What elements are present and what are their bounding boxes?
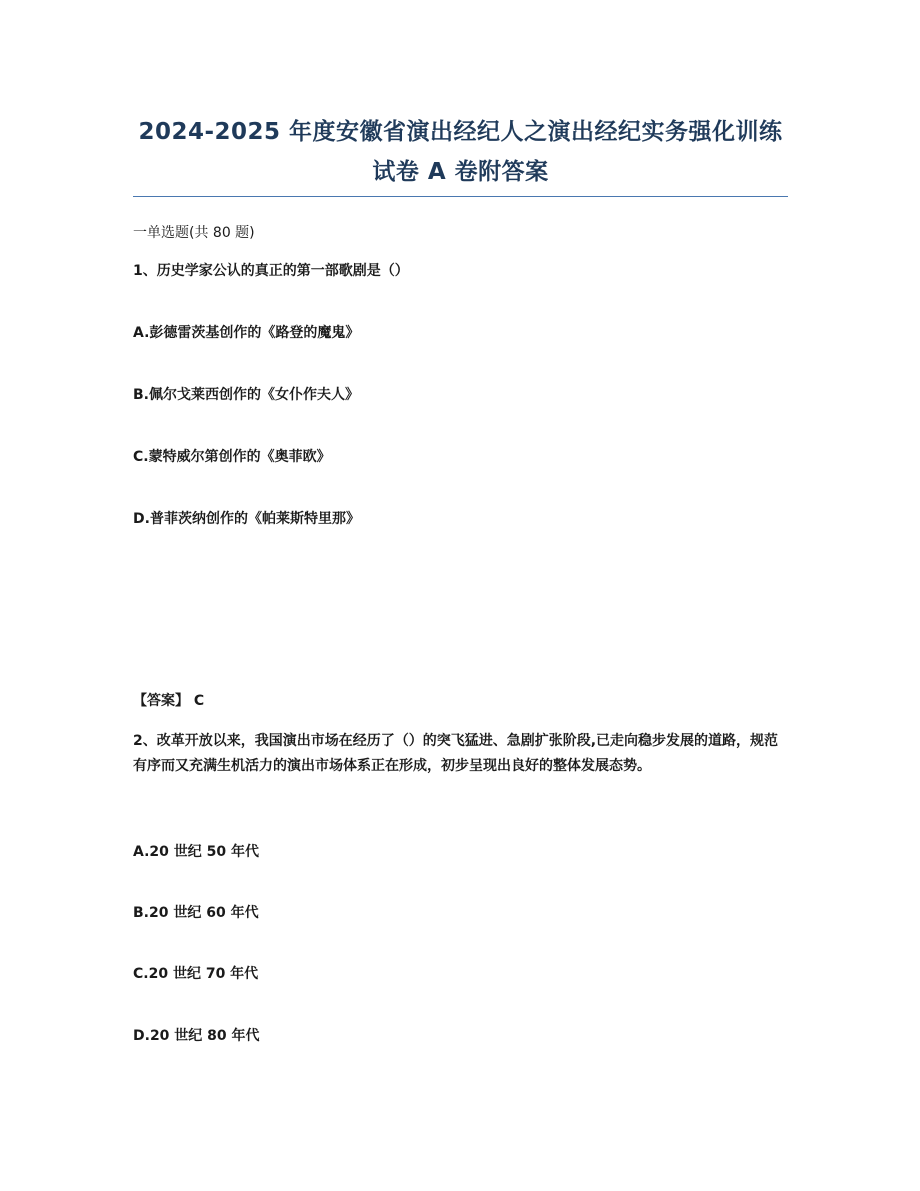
question-2-stem: 2、改革开放以来，我国演出市场在经历了（）的突飞猛进、急剧扩张阶段,已走向稳步发展的道路，规范有序而又充满生机活力的演出市场体系正在形成，初步呈现出良好的整体发展态势。 [133,733,779,774]
question-2-option-a: A.20 世纪 50 年代 [133,844,259,860]
question-1-option-d: D.普菲茨纳创作的《帕莱斯特里那》 [133,511,360,527]
title-divider [133,196,788,197]
question-1-option-b: B.佩尔戈莱西创作的《女仆作夫人》 [133,387,359,403]
question-1-option-a: A.彭德雷茨基创作的《路登的魔鬼》 [133,325,360,341]
question-1-option-c: C.蒙特威尔第创作的《奥菲欧》 [133,449,331,465]
question-2-option-c: C.20 世纪 70 年代 [133,966,259,982]
question-2-option-b: B.20 世纪 60 年代 [133,905,259,921]
question-1-stem: 1、历史学家公认的真正的第一部歌剧是（） [133,263,409,279]
section-heading: 一单选题(共 80 题) [133,225,255,241]
document-title: 2024-2025 年度安徽省演出经纪人之演出经纪实务强化训练试卷 A 卷附答案 [138,119,783,185]
question-1-answer: 【答案】 C [133,693,205,709]
question-2-option-d: D.20 世纪 80 年代 [133,1028,260,1044]
